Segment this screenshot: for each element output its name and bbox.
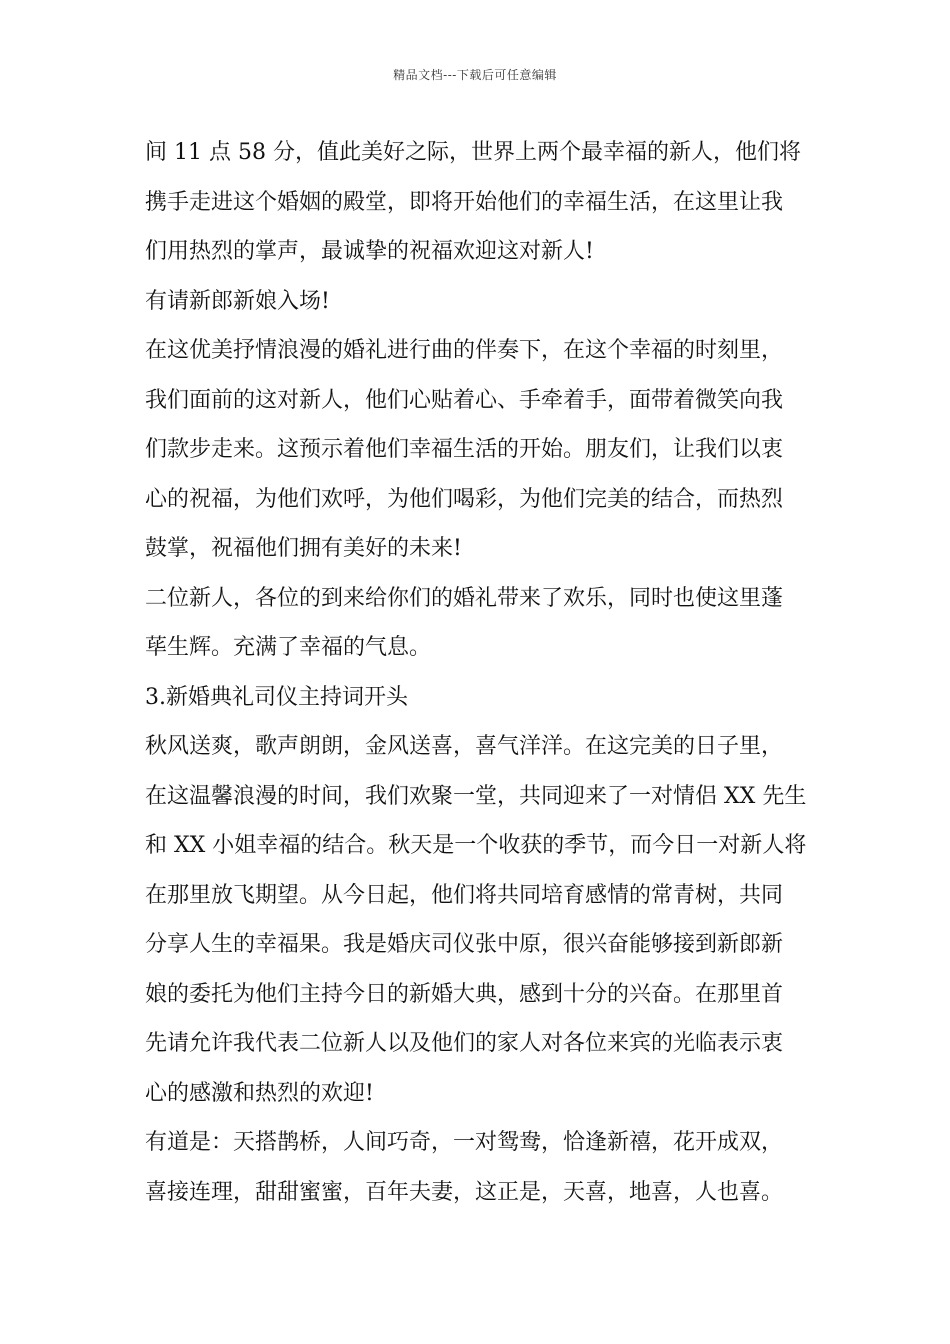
text-line: 和 XX 小姐幸福的结合。秋天是一个收获的季节，而今日一对新人将 <box>145 833 807 858</box>
text-line: 间 11 点 58 分，值此美好之际，世界上两个最幸福的新人，他们将 <box>145 140 801 165</box>
text-line: 有道是：天搭鹊桥，人间巧奇，一对鸳鸯，恰逢新禧，花开成双， <box>145 1130 784 1155</box>
text-line: 娘的委托为他们主持今日的新婚大典，感到十分的兴奋。在那里首 <box>145 981 784 1007</box>
document-body <box>145 128 815 1217</box>
text-line: 们用热烈的掌声，最诚挚的祝福欢迎这对新人! <box>145 239 594 264</box>
text-line: 在这温馨浪漫的时间，我们欢聚一堂，共同迎来了一对情侣 XX 先生 <box>145 783 807 809</box>
text-line: 秋风送爽，歌声朗朗，金风送喜，喜气洋洋。在这完美的日子里， <box>145 734 784 759</box>
text-line: 鼓掌，祝福他们拥有美好的未来! <box>145 536 462 561</box>
text-line: 心的祝福，为他们欢呼，为他们喝彩，为他们完美的结合，而热烈 <box>145 486 784 512</box>
text-line: 喜接连理，甜甜蜜蜜，百年夫妻，这正是，天喜，地喜，人也喜。 <box>145 1179 784 1205</box>
text-line: 有请新郎新娘入场! <box>145 288 330 314</box>
page-header: 精品文档---下载后可任意编辑 <box>393 68 557 82</box>
text-line: 荜生辉。充满了幸福的气息。 <box>145 635 432 660</box>
text-line: 二位新人，各位的到来给你们的婚礼带来了欢乐，同时也使这里蓬 <box>145 585 784 611</box>
text-line: 们款步走来。这预示着他们幸福生活的开始。朋友们，让我们以衷 <box>145 437 784 462</box>
text-line: 在那里放飞期望。从今日起，他们将共同培育感情的常青树，共同 <box>145 882 784 908</box>
text-line: 先请允许我代表二位新人以及他们的家人对各位来宾的光临表示衷 <box>145 1031 784 1056</box>
text-line: 携手走进这个婚姻的殿堂，即将开始他们的幸福生活，在这里让我 <box>145 189 784 215</box>
section-heading: 3.新婚典礼司仪主持词开头 <box>145 684 408 710</box>
text-line: 我们面前的这对新人，他们心贴着心、手牵着手，面带着微笑向我 <box>145 387 784 413</box>
text-line: 分享人生的幸福果。我是婚庆司仪张中原，很兴奋能够接到新郎新 <box>145 932 784 957</box>
text-line: 心的感激和热烈的欢迎! <box>145 1080 374 1106</box>
text-line: 在这优美抒情浪漫的婚礼进行曲的伴奏下，在这个幸福的时刻里， <box>145 338 784 363</box>
